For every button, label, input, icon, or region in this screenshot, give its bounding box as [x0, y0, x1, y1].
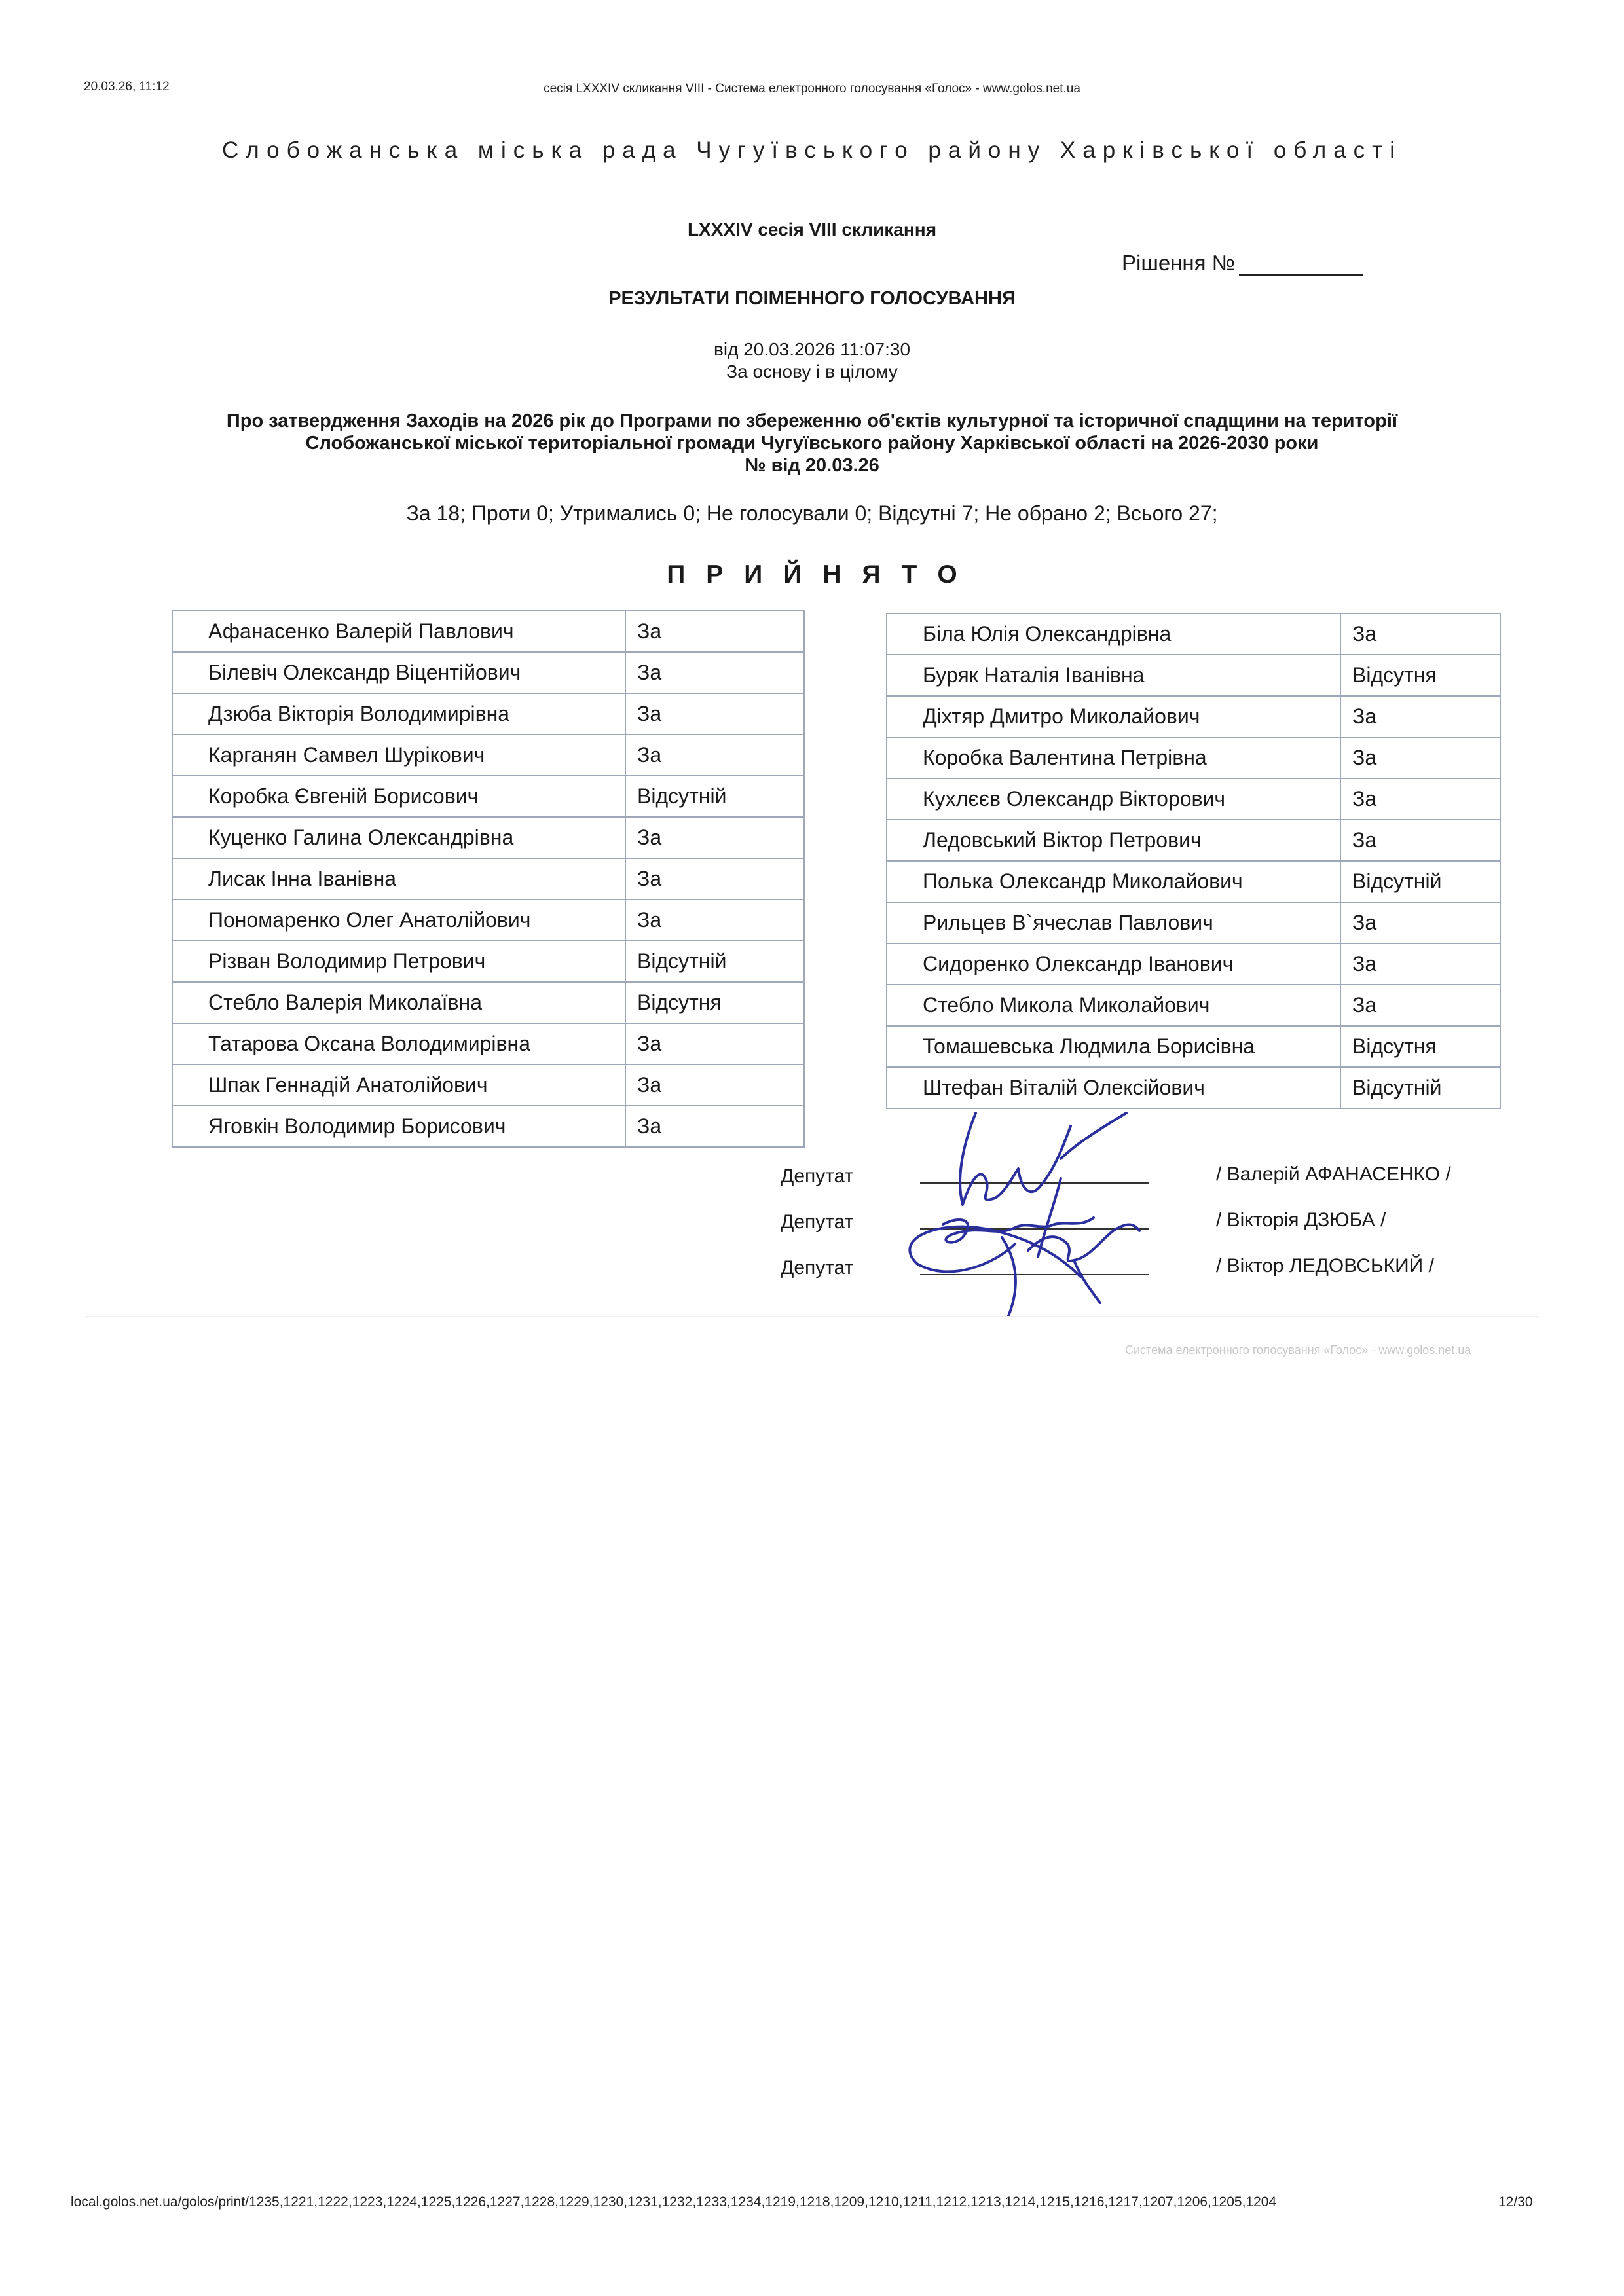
deputy-name-cell: Карганян Самвел Шурікович	[172, 735, 625, 776]
deputy-name-cell: Лисак Інна Іванівна	[172, 858, 625, 900]
vote-row	[172, 982, 804, 1023]
vote-row	[172, 1065, 804, 1106]
vote-row	[172, 611, 804, 652]
deputy-name-cell: Різван Володимир Петрович	[172, 941, 625, 982]
deputy-name-cell: Куценко Галина Олександрівна	[172, 817, 625, 858]
vote-cell: Відсутня	[1340, 1026, 1500, 1067]
deputy-name-cell: Дзюба Вікторія Володимирівна	[172, 693, 625, 735]
vote-cell: За	[625, 1023, 804, 1065]
signature-section-divider	[85, 1316, 1539, 1317]
subject-number-line: № від 20.03.26	[745, 455, 879, 476]
vote-cell: За	[1340, 737, 1500, 778]
vote-row	[887, 1026, 1500, 1067]
deputy-name-cell: Пономаренко Олег Анатолійович	[172, 900, 625, 941]
deputy-name: / Валерій АФАНАСЕНКО /	[1216, 1163, 1451, 1185]
deputy-name-cell: Кухлєєв Олександр Вікторович	[887, 778, 1340, 820]
print-datetime: 20.03.26, 11:12	[84, 80, 170, 94]
vote-cell: За	[1340, 902, 1500, 943]
vote-row	[172, 817, 804, 858]
vote-row	[887, 861, 1500, 902]
vote-cell: За	[1340, 613, 1500, 655]
deputy-label: Депутат	[781, 1165, 854, 1187]
vote-cell: За	[1340, 985, 1500, 1026]
vote-row	[887, 613, 1500, 655]
vote-cell: Відсутня	[1340, 655, 1500, 696]
deputy-name-cell: Сидоренко Олександр Іванович	[887, 943, 1340, 985]
page-number: 12/30	[1498, 2195, 1533, 2210]
votes-table-left	[172, 610, 805, 1148]
print-url: local.golos.net.ua/golos/print/1235,1221,1222,1223,1224,1225,1226,1227,1228,1229,1230,1231,1232,1233,1234,1219,1218,1209,1210,1211,1212,1213,1214,1215,1216,1217,1207,1206,1205,1204	[71, 2195, 1277, 2210]
results-title: РЕЗУЛЬТАТИ ПОІМЕННОГО ГОЛОСУВАННЯ	[608, 288, 1016, 309]
vote-cell: За	[1340, 820, 1500, 861]
vote-cell: За	[625, 1065, 804, 1106]
vote-row	[887, 902, 1500, 943]
deputy-name-cell: Афанасенко Валерій Павлович	[172, 611, 625, 652]
vote-row	[172, 941, 804, 982]
vote-row	[887, 778, 1500, 820]
subject-line: Про затвердження Заходів на 2026 рік до Програми по збереженню об'єктів культурної та історичної спадщини на території	[226, 410, 1398, 431]
vote-date: від 20.03.2026 11:07:30	[713, 339, 911, 359]
deputy-name-cell: Томашевська Людмила Борисівна	[887, 1026, 1340, 1067]
session-title: LXXXIV сесія VIII скликання	[687, 219, 937, 240]
deputy-name-cell: Стебло Валерія Миколаївна	[172, 982, 625, 1023]
vote-cell: За	[625, 652, 804, 693]
vote-cell: Відсутня	[625, 982, 804, 1023]
vote-cell: За	[625, 611, 804, 652]
system-footer-text: Система електронного голосування «Голос» - www.golos.net.ua	[1125, 1343, 1471, 1357]
vote-row	[172, 776, 804, 817]
vote-row	[887, 985, 1500, 1026]
vote-row	[887, 737, 1500, 778]
vote-cell: За	[625, 817, 804, 858]
deputy-name-cell: Татарова Оксана Володимирівна	[172, 1023, 625, 1065]
vote-row	[172, 735, 804, 776]
vote-row	[887, 655, 1500, 696]
deputy-name-cell: Коробка Валентина Петрівна	[887, 737, 1340, 778]
deputy-label: Депутат	[781, 1257, 854, 1279]
vote-row	[172, 858, 804, 900]
vote-row	[887, 696, 1500, 737]
vote-basis: За основу і в цілому	[726, 361, 898, 382]
deputy-name: / Вікторія ДЗЮБА /	[1216, 1209, 1386, 1231]
vote-cell: Відсутній	[1340, 861, 1500, 902]
vote-row	[172, 693, 804, 735]
decision-number-blank	[1239, 256, 1363, 276]
subject-line: Слобожанської міської територіальної громади Чугуївського району Харківської області на 2026-2030 роки	[305, 433, 1319, 454]
vote-cell: За	[1340, 943, 1500, 985]
vote-cell: Відсутній	[625, 941, 804, 982]
vote-cell: Відсутній	[1340, 1067, 1500, 1108]
council-name: Слобожанська міська рада Чугуївського району Харківської області	[222, 137, 1402, 163]
deputy-name: / Віктор ЛЕДОВСЬКИЙ /	[1216, 1255, 1434, 1277]
votes-table-right	[886, 613, 1501, 1109]
deputy-name-cell: Біла Юлія Олександрівна	[887, 613, 1340, 655]
vote-row	[172, 652, 804, 693]
result-adopted: ПРИЙНЯТО	[667, 560, 978, 589]
print-header-title: сесія LXXXIV скликання VIII - Система електронного голосування «Голос» - www.golos.net.ua	[544, 82, 1080, 96]
vote-row	[887, 820, 1500, 861]
vote-cell: За	[625, 1106, 804, 1147]
vote-cell: За	[625, 735, 804, 776]
deputy-name-cell: Яговкін Володимир Борисович	[172, 1106, 625, 1147]
vote-cell: За	[1340, 696, 1500, 737]
vote-cell: Відсутній	[625, 776, 804, 817]
decision-label: Рішення №	[1122, 251, 1236, 275]
decision-subject	[157, 410, 1467, 477]
deputy-name-cell: Буряк Наталія Іванівна	[887, 655, 1340, 696]
vote-cell: За	[625, 693, 804, 735]
vote-row	[172, 900, 804, 941]
deputy-name-cell: Шпак Геннадій Анатолійович	[172, 1065, 625, 1106]
handwritten-signatures	[864, 1106, 1205, 1322]
deputy-name-cell: Стебло Микола Миколайович	[887, 985, 1340, 1026]
vote-cell: За	[625, 858, 804, 900]
vote-row	[172, 1023, 804, 1065]
deputy-name-cell: Коробка Євгеній Борисович	[172, 776, 625, 817]
vote-cell: За	[625, 900, 804, 941]
vote-row	[172, 1106, 804, 1147]
deputy-label: Депутат	[781, 1211, 854, 1233]
vote-row	[887, 1067, 1500, 1108]
deputy-name-cell: Білевіч Олександр Віцентійович	[172, 652, 625, 693]
deputy-name-cell: Штефан Віталій Олексійович	[887, 1067, 1340, 1108]
deputy-name-cell: Ледовський Віктор Петрович	[887, 820, 1340, 861]
vote-cell: За	[1340, 778, 1500, 820]
decision-number	[1122, 251, 1363, 276]
vote-row	[887, 943, 1500, 985]
deputy-name-cell: Рильцев В`ячеслав Павлович	[887, 902, 1340, 943]
deputy-name-cell: Діхтяр Дмитро Миколайович	[887, 696, 1340, 737]
deputy-name-cell: Полька Олександр Миколайович	[887, 861, 1340, 902]
vote-summary: За 18; Проти 0; Утримались 0; Не голосували 0; Відсутні 7; Не обрано 2; Всього 27;	[406, 501, 1218, 525]
